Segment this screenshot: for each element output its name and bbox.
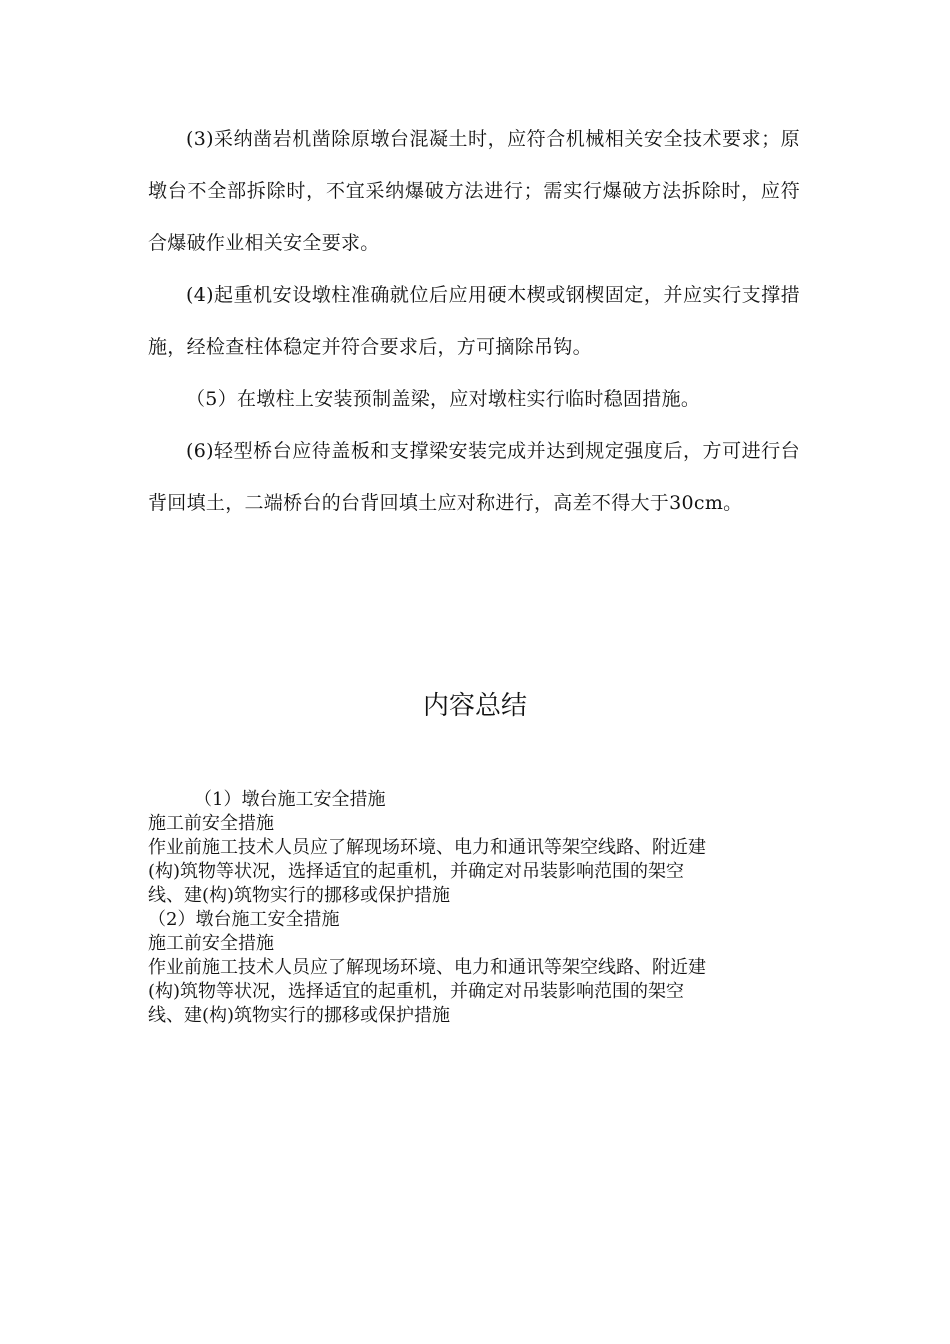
paragraph-4-crane-pier-column: (4)起重机安设墩柱准确就位后应用硬木楔或钢楔固定，并应实行支撑措施，经检查柱体稳定并符合要求后，方可摘除吊钩。 — [148, 284, 800, 358]
summary-title: 内容总结 — [422, 691, 527, 721]
summary-heading-2: （2）墩台施工安全措施 — [148, 909, 340, 930]
summary-subheading-1: 施工前安全措施 — [148, 813, 274, 834]
summary-text-line: (构)筑物等状况，选择适宜的起重机，并确定对吊装影响范围的架空 — [148, 981, 685, 1002]
summary-subheading-2: 施工前安全措施 — [148, 933, 274, 954]
paragraph-5-precast-cap-beam: （5）在墩柱上安装预制盖梁，应对墩柱实行临时稳固措施。 — [186, 388, 701, 410]
summary-text-line: 作业前施工技术人员应了解现场环境、电力和通讯等架空线路、附近建 — [148, 957, 706, 978]
paragraph-6-light-abutment: (6)轻型桥台应待盖板和支撑梁安装完成并达到规定强度后，方可进行台背回填土，二端桥台的台背回填土应对称进行，高差不得大于30cm。 — [148, 440, 800, 514]
paragraph-3-chisel-demolition: (3)采纳凿岩机凿除原墩台混凝土时，应符合机械相关安全技术要求；原墩台不全部拆除时，不宜采纳爆破方法进行；需实行爆破方法拆除时，应符合爆破作业相关安全要求。 — [148, 128, 800, 254]
body-text — [148, 113, 800, 529]
summary-text-line: (构)筑物等状况，选择适宜的起重机，并确定对吊装影响范围的架空 — [148, 861, 685, 882]
summary-text-line: 线、建(构)筑物实行的挪移或保护措施 — [148, 1005, 451, 1026]
summary-section — [148, 788, 800, 1028]
summary-heading-1: （1）墩台施工安全措施 — [194, 789, 386, 810]
summary-text-line: 线、建(构)筑物实行的挪移或保护措施 — [148, 885, 451, 906]
summary-text-line: 作业前施工技术人员应了解现场环境、电力和通讯等架空线路、附近建 — [148, 837, 706, 858]
